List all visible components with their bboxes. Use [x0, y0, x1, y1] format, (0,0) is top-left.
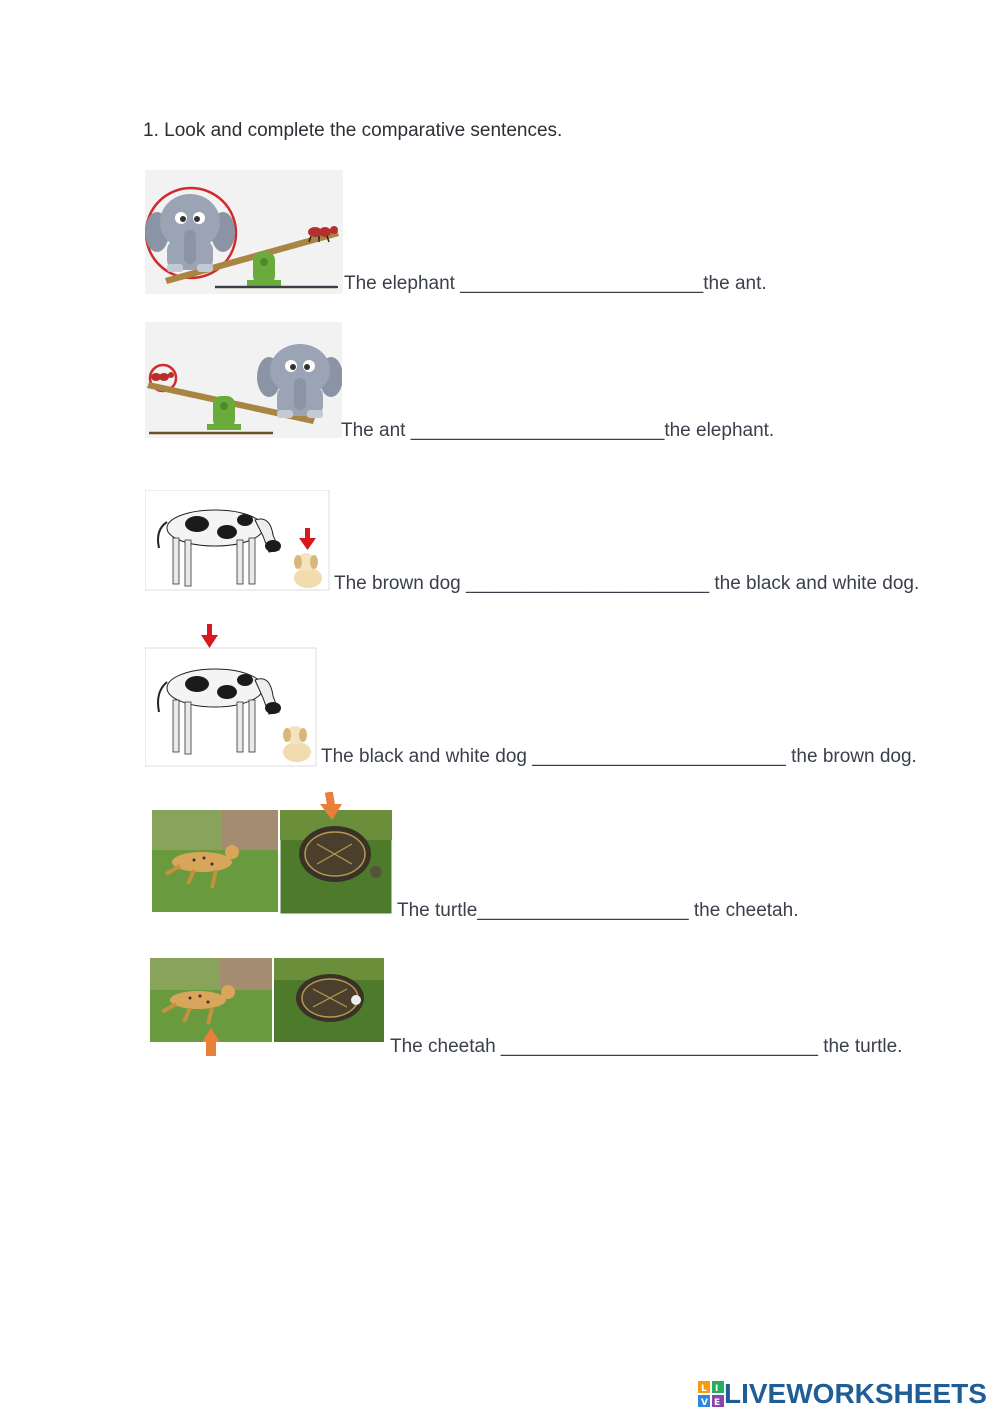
answer-blank-4[interactable]: ________________________	[532, 746, 786, 767]
sentence-4-start: The black and white dog	[321, 746, 533, 767]
answer-blank-3[interactable]: _______________________	[466, 573, 710, 594]
sentence-1-start: The elephant	[344, 273, 461, 294]
instruction-heading: 1. Look and complete the comparative sentences.	[143, 120, 563, 141]
svg-text:E: E	[714, 1398, 721, 1407]
ant-elephant-seesaw-image	[145, 322, 342, 438]
cheetah-turtle-image-cheetah-marked	[150, 958, 386, 1058]
sentence-1	[344, 273, 767, 295]
liveworksheets-logo	[698, 1378, 987, 1410]
answer-blank-5[interactable]: ____________________	[477, 900, 689, 921]
sentence-2-end: the elephant.	[664, 420, 775, 441]
answer-blank-6[interactable]: ______________________________	[500, 1036, 818, 1057]
sentence-1-end: the ant.	[703, 273, 767, 294]
svg-text:L: L	[701, 1384, 707, 1394]
answer-blank-1[interactable]: _______________________	[460, 273, 704, 294]
cheetah-turtle-image-turtle-marked	[152, 792, 394, 916]
sentence-2	[341, 420, 774, 442]
divider-line	[215, 286, 338, 288]
dogs-image-great-dane-marked	[145, 622, 318, 768]
sentence-5-end: the cheetah.	[688, 900, 799, 921]
answer-blank-2[interactable]: ________________________	[410, 420, 665, 441]
sentence-2-start: The ant	[341, 420, 411, 441]
sentence-5-start: The turtle	[397, 900, 478, 921]
elephant-ant-seesaw-image	[145, 170, 343, 294]
liveworksheets-logo-icon	[698, 1381, 724, 1407]
sentence-4	[321, 746, 917, 768]
sentence-3-end: the black and white dog.	[709, 573, 920, 594]
sentence-6	[390, 1036, 902, 1058]
sentence-3	[334, 573, 919, 595]
sentence-6-start: The cheetah	[390, 1036, 501, 1057]
dogs-image-puppy-marked	[145, 490, 330, 594]
sentence-3-start: The brown dog	[334, 573, 467, 594]
sentence-6-end: the turtle.	[817, 1036, 903, 1057]
svg-text:V: V	[701, 1398, 708, 1407]
sentence-4-end: the brown dog.	[785, 746, 917, 767]
logo-text: LIVEWORKSHEETS	[724, 1378, 987, 1409]
svg-text:I: I	[715, 1384, 719, 1394]
sentence-5	[397, 900, 798, 922]
